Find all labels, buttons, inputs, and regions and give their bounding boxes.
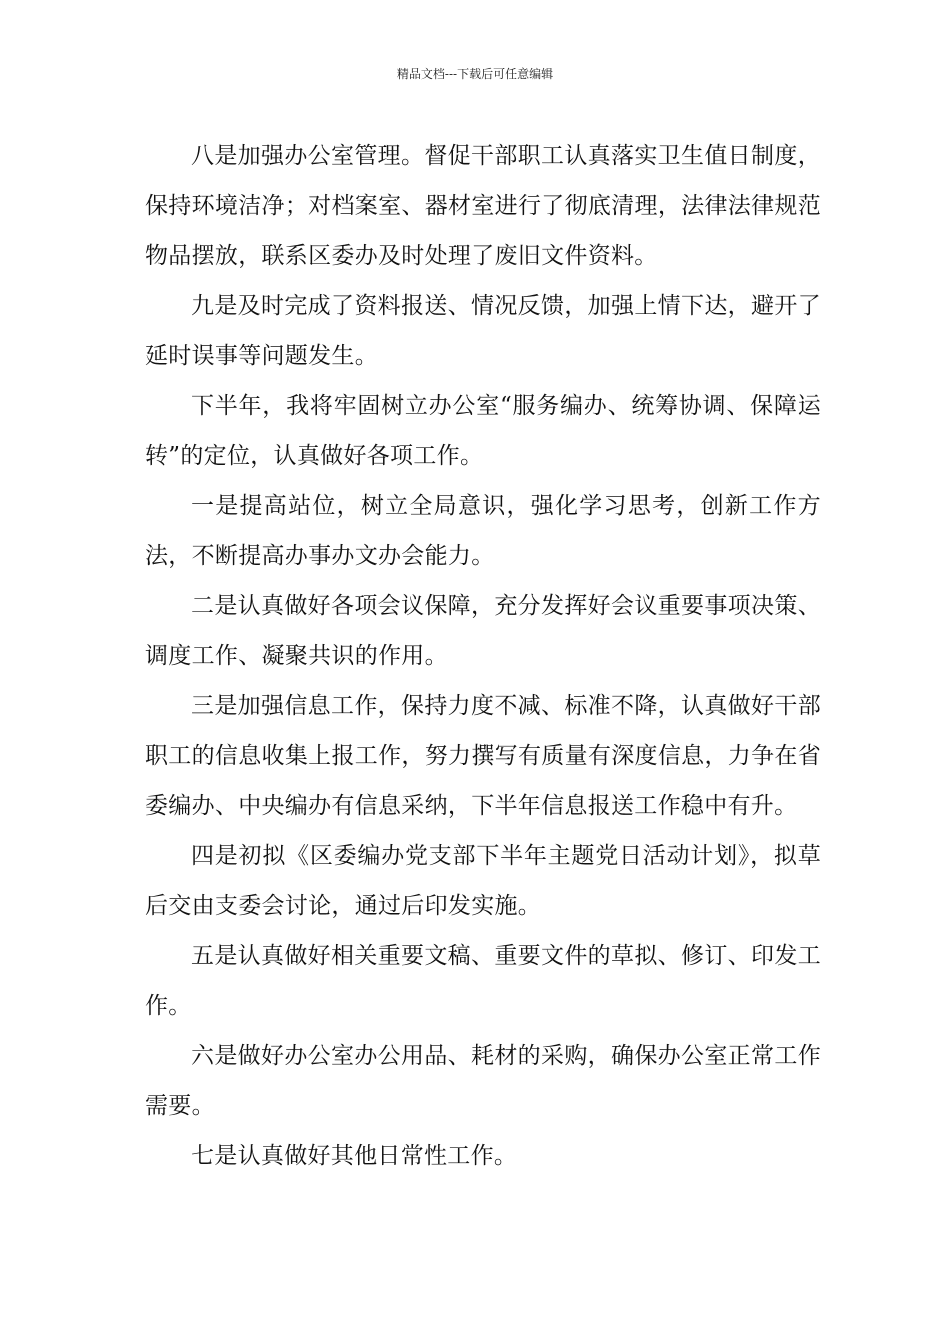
paragraph-plan-3: 三是加强信息工作，保持力度不减、标准不降，认真做好干部职工的信息收集上报工作，努力撰写有质量有深度信息，力争在省委编办、中央编办有信息采纳，下半年信息报送工作稳中有升。	[145, 693, 821, 819]
paragraph-plan-7: 七是认真做好其他日常性工作。	[191, 1143, 518, 1169]
page-header: 精品文档---下载后可任意编辑	[396, 67, 554, 81]
paragraph-plan-4: 四是初拟《区委编办党支部下半年主题党日活动计划》，拟草后交由支委会讨论，通过后印发实施。	[145, 843, 821, 919]
paragraph-plan-6: 六是做好办公室办公用品、耗材的采购，确保办公室正常工作需要。	[145, 1043, 821, 1119]
paragraph-plan-2: 二是认真做好各项会议保障，充分发挥好会议重要事项决策、调度工作、凝聚共识的作用。	[145, 593, 821, 669]
paragraph-plan-1: 一是提高站位，树立全局意识，强化学习思考，创新工作方法，不断提高办事办文办会能力。	[145, 493, 821, 569]
paragraph-plan-5: 五是认真做好相关重要文稿、重要文件的草拟、修订、印发工作。	[145, 943, 821, 1019]
paragraph-9: 九是及时完成了资料报送、情况反馈，加强上情下达，避开了延时误事等问题发生。	[145, 293, 821, 369]
paragraph-second-half-plan: 下半年，我将牢固树立办公室“服务编办、统筹协调、保障运转”的定位，认真做好各项工作。	[145, 393, 821, 469]
document-body	[145, 131, 821, 1181]
paragraph-8: 八是加强办公室管理。督促干部职工认真落实卫生值日制度，保持环境洁净；对档案室、器材室进行了彻底清理，法律法律规范物品摆放，联系区委办及时处理了废旧文件资料。	[145, 143, 821, 269]
